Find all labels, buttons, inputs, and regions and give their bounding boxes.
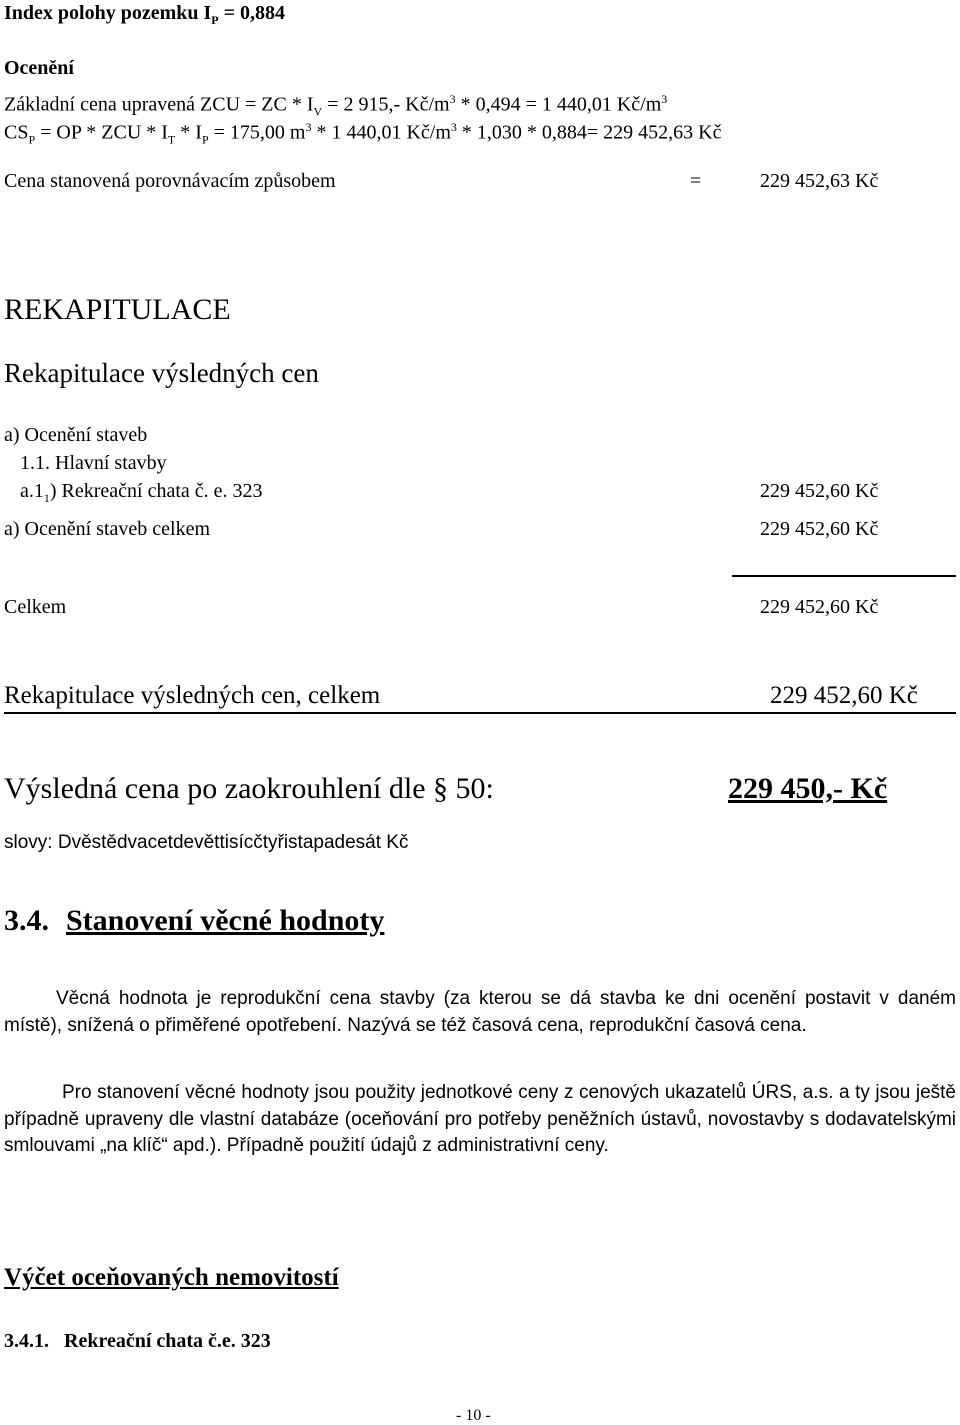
oceneni-heading: Ocenění — [4, 57, 74, 79]
rekapitulace-celkem-label: Rekapitulace výsledných cen, celkem — [4, 682, 381, 709]
hlavni-stavby: 1.1. Hlavní stavby — [20, 452, 167, 474]
section-number: 3.4. — [4, 904, 49, 937]
section-title: Stanovení věcné hodnoty — [66, 904, 385, 937]
cena-porovnavaci-label: Cena stanovená porovnávacím způsobem — [4, 170, 336, 192]
index-line: Index polohy pozemku $I_P = 0,884$ — [4, 2, 286, 27]
rekapitulace-celkem-value: 229 452,60 Kč — [770, 682, 918, 709]
rekreacni-chata-item: $a.1_1$) Rekreační chata č. e. 323 — [20, 480, 263, 505]
vycet-heading: Výčet oceňovaných nemovitostí — [4, 1264, 339, 1291]
cena-porovnavaci-eq: = — [690, 170, 702, 192]
vysledna-cena-label: Výsledná cena po zaokrouhlení dle § 50: — [4, 772, 494, 805]
cena-porovnavaci-value: 229 452,63 Kč — [760, 170, 879, 192]
formula-zcu: Základní cena upravená ZCU = ZC * $I_V = 2$ 915,- $Kč/m^3 * 0,494 = 1$ 440,01 $Kč/m^3$ — [4, 92, 668, 119]
celkem-label: Celkem — [4, 596, 67, 618]
celkem-value: 229 452,60 Kč — [760, 596, 879, 618]
oceneni-staveb-celkem-label: a) Ocenění staveb celkem — [4, 518, 211, 540]
rekapitulace-underline — [4, 712, 956, 714]
paragraph-vecna-hodnota: Věcná hodnota je reprodukční cena stavby (za kterou se dá stavba ke dni ocenění postavit v daném místě), snížená o přiměřené opotřebení. Nazývá se též časová cena, reprodukční časová cena. — [4, 988, 956, 1036]
oceneni-staveb-heading: a) Ocenění staveb — [4, 424, 148, 446]
slovy-text: slovy: Dvěstědvacetdevěttisícčtyřistapadesát Kč — [4, 832, 409, 853]
formula-csp: $CS_P$ = OP * ZCU * $I_T * I_P = 175,00$ $m^3 * 1$ 440,01 $Kč/m^3 * 1,030 * 0,884= 229$ 452,63 Kč — [4, 120, 722, 147]
vycet-item: 3.4.1. Rekreační chata č.e. 323 — [4, 1330, 271, 1352]
rekapitulace-title: REKAPITULACE — [4, 293, 231, 326]
rekapitulace-subtitle: Rekapitulace výsledných cen — [4, 358, 319, 388]
sum-divider — [732, 575, 956, 577]
vysledna-cena-value: 229 450,- Kč — [728, 772, 888, 805]
rekreacni-chata-value: 229 452,60 Kč — [760, 480, 879, 502]
page-number: - 10 - — [456, 1407, 491, 1424]
paragraph-stanoveni: Pro stanovení věcné hodnoty jsou použity jednotkové ceny z cenových ukazatelů ÚRS, a.s. a ty jsou ještě případně upraveny dle vlastní databáze (oceňování pro potřeby peněžních ústavů, novostavby s dodavatelskými smlouvami „na klíč“ apd.). Případně použití údajů z administrativní ceny. — [4, 1082, 956, 1156]
oceneni-staveb-celkem-value: 229 452,60 Kč — [760, 518, 879, 540]
